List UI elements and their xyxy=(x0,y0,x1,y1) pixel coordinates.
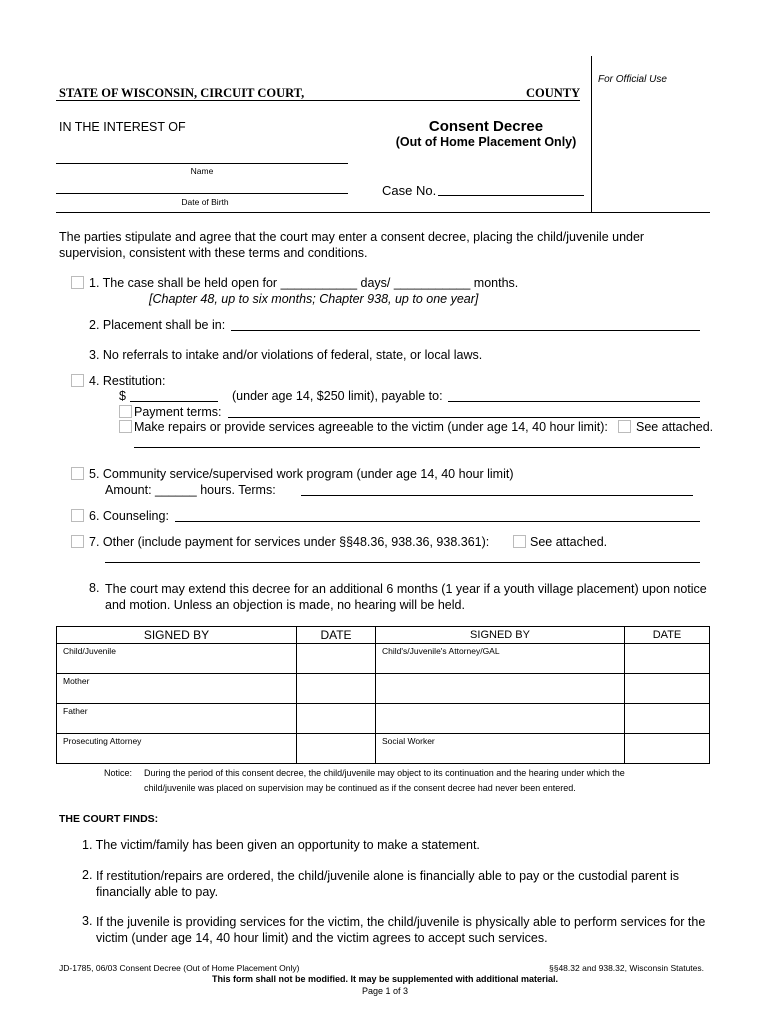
counseling-field[interactable] xyxy=(175,521,700,522)
item1-text: 1. The case shall be held open for ___________ days/ ___________ months. xyxy=(89,276,519,290)
name-field[interactable] xyxy=(56,163,348,164)
other-field[interactable] xyxy=(105,562,700,563)
item7-text: 7. Other (include payment for services under §§48.36, 938.36, 938.361): xyxy=(89,535,490,549)
case-no-label: Case No. xyxy=(382,183,437,198)
header-bottom-rule xyxy=(56,212,710,213)
name-label: Name xyxy=(190,166,214,176)
item3-text: 3. No referrals to intake and/or violations of federal, state, or local laws. xyxy=(89,348,483,362)
date-cell[interactable] xyxy=(297,644,376,674)
signer-label: Prosecuting Attorney xyxy=(63,736,142,746)
date-cell[interactable] xyxy=(625,674,710,704)
court-county-line[interactable] xyxy=(56,100,580,101)
restitution-dollar-sign: $ xyxy=(119,389,126,403)
finding-1: 1. The victim/family has been given an opportunity to make a statement. xyxy=(82,838,480,852)
date-cell[interactable] xyxy=(297,674,376,704)
table-row xyxy=(57,674,710,704)
signer-label: Father xyxy=(63,706,88,716)
payment-terms-label: Payment terms: xyxy=(134,405,222,419)
signature-cell[interactable] xyxy=(376,734,625,764)
signature-cell[interactable] xyxy=(376,704,625,734)
payment-terms-checkbox[interactable] xyxy=(119,405,132,418)
finding-2: If restitution/repairs are ordered, the child/juvenile alone is financially able to pay or the custodial parent is financially able to pay. xyxy=(96,869,679,899)
signer-label: Social Worker xyxy=(382,736,435,746)
item7-see-attached-checkbox[interactable] xyxy=(513,535,526,548)
date-cell[interactable] xyxy=(625,734,710,764)
repairs-checkbox[interactable] xyxy=(119,420,132,433)
county-label: COUNTY xyxy=(526,86,581,100)
signer-label: Mother xyxy=(63,676,90,686)
item1-checkbox[interactable] xyxy=(71,276,84,289)
findings-heading: THE COURT FINDS: xyxy=(59,813,159,825)
date-cell[interactable] xyxy=(297,704,376,734)
notice-line-1: During the period of this consent decree, the child/juvenile may object to its continuation and the hearing under which the xyxy=(144,768,625,778)
finding-3-number: 3. xyxy=(82,914,93,928)
table-row xyxy=(57,644,710,674)
dob-field[interactable] xyxy=(56,193,348,194)
intro-paragraph: The parties stipulate and agree that the court may enter a consent decree, placing the child/juvenile under supervision, consistent with these terms and conditions. xyxy=(59,230,645,260)
table-row xyxy=(57,704,710,734)
page-number: Page 1 of 3 xyxy=(361,986,409,996)
signature-cell[interactable] xyxy=(57,674,297,704)
form-title: Consent Decree xyxy=(428,118,544,135)
date-header: DATE xyxy=(297,627,376,644)
item4-see-attached-checkbox[interactable] xyxy=(618,420,631,433)
signature-cell[interactable] xyxy=(376,674,625,704)
item8-text: The court may extend this decree for an additional 6 months (1 year if a youth village placement) upon notice and motion. Unless an objection is made, no hearing will be held. xyxy=(105,582,707,612)
signature-cell[interactable] xyxy=(376,644,625,674)
payment-terms-field[interactable] xyxy=(228,417,700,418)
item4-text: 4. Restitution: xyxy=(89,374,166,388)
item6-checkbox[interactable] xyxy=(71,509,84,522)
item4-checkbox[interactable] xyxy=(71,374,84,387)
finding-2-number: 2. xyxy=(82,868,93,882)
case-no-field[interactable] xyxy=(438,195,584,196)
court-label: STATE OF WISCONSIN, CIRCUIT COURT, xyxy=(59,86,305,100)
date-cell[interactable] xyxy=(297,734,376,764)
date-cell[interactable] xyxy=(625,644,710,674)
signed-by-header-2: SIGNED BY xyxy=(376,627,625,644)
signature-cell[interactable] xyxy=(57,644,297,674)
statutes: §§48.32 and 938.32, Wisconsin Statutes. xyxy=(549,963,704,973)
signer-label xyxy=(376,674,624,676)
item1-note: [Chapter 48, up to six months; Chapter 938, up to one year] xyxy=(149,292,479,306)
item5-checkbox[interactable] xyxy=(71,467,84,480)
notice-label: Notice: xyxy=(104,768,133,778)
footer-notice: This form shall not be modified. It may be supplemented with additional material. xyxy=(211,974,559,984)
finding-3: If the juvenile is providing services for the victim, the child/juvenile is physically able to perform services for the victim (under age 14, 40 hour limit) and the victim agrees to accept such services. xyxy=(96,915,706,945)
restitution-amount-field[interactable] xyxy=(130,401,218,402)
signature-cell[interactable] xyxy=(57,704,297,734)
item6-text: 6. Counseling: xyxy=(89,509,169,523)
item2-text: 2. Placement shall be in: xyxy=(89,318,226,332)
payable-to-field[interactable] xyxy=(448,401,700,402)
form-id: JD-1785, 06/03 Consent Decree (Out of Home Placement Only) xyxy=(59,963,300,973)
repairs-field[interactable] xyxy=(134,447,700,448)
signer-label: Child/Juvenile xyxy=(63,646,116,656)
signer-label: Child's/Juvenile's Attorney/GAL xyxy=(382,646,500,656)
notice-line-2: child/juvenile was placed on supervision may be continued as if the consent decree had never been entered. xyxy=(144,783,576,793)
official-use-label: For Official Use xyxy=(598,74,667,85)
signature-table xyxy=(56,626,710,764)
item8-number: 8. xyxy=(89,581,100,595)
form-subtitle: (Out of Home Placement Only) xyxy=(395,135,577,149)
dob-label: Date of Birth xyxy=(181,197,229,207)
community-terms-field[interactable] xyxy=(301,495,693,496)
signer-label xyxy=(376,704,624,706)
repairs-label: Make repairs or provide services agreeable to the victim (under age 14, 40 hour limit): xyxy=(134,420,608,434)
signed-by-header: SIGNED BY xyxy=(57,627,297,644)
item4-see-attached-label: See attached. xyxy=(636,420,714,434)
placement-field[interactable] xyxy=(231,330,700,331)
item7-checkbox[interactable] xyxy=(71,535,84,548)
restitution-limit-text: (under age 14, $250 limit), payable to: xyxy=(232,389,443,403)
signature-cell[interactable] xyxy=(57,734,297,764)
item7-see-attached-label: See attached. xyxy=(530,535,608,549)
date-cell[interactable] xyxy=(625,704,710,734)
item5-text: 5. Community service/supervised work program (under age 14, 40 hour limit) xyxy=(89,467,514,481)
in-interest-label: IN THE INTEREST OF xyxy=(59,120,186,134)
item5-amount-terms: Amount: ______ hours. Terms: xyxy=(105,483,276,497)
table-row xyxy=(57,734,710,764)
date-header-2: DATE xyxy=(625,627,710,644)
